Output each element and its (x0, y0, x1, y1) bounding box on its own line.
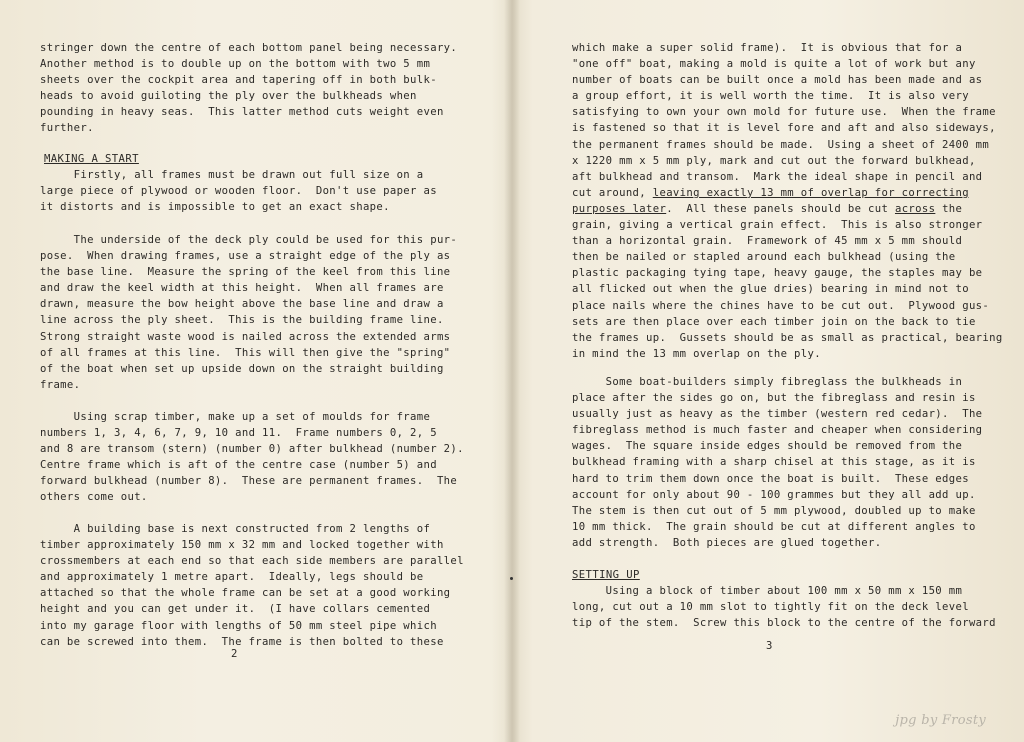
underlined-overlap-line-1: leaving exactly 13 mm of overlap for correcting (652, 186, 969, 199)
right-paragraph-3: Using a block of timber about 100 mm x 50 mm x 150 mm long, cut out a 10 mm slot to tightly fit on the deck level tip of the stem. Screw this block to the centre of the forward (572, 585, 996, 630)
print-speck (510, 577, 513, 580)
right-paragraph-1 (572, 40, 1003, 362)
heading-setting-up: SETTING UP (572, 569, 640, 581)
left-page-number: 2 (231, 648, 238, 660)
right-paragraph-1-part-b: . All these panels should be cut (666, 202, 895, 215)
right-paragraph-2: Some boat-builders simply fibreglass the bulkheads in place after the sides go on, but the fibreglass and resin is usually just as heavy as the timber (western red cedar). The fibreglass method is much faster and cheaper when considering wages. The square inside edges should be removed from the bulkhead framing with a sharp chisel at this stage, as it is hard to trim them down once the boat is built. These edges account for only about 90 - 100 grammes but they all add up. The stem is then cut out of 5 mm plywood, doubled up to make 10 mm thick. The grain should be cut at different angles to add strength. Both pieces are glued together. (572, 376, 983, 549)
right-page (512, 0, 1024, 742)
left-paragraph-5: A building base is next constructed from 2 lengths of timber approximately 150 mm x 32 mm and locked together with crossmembers at each end so that each side members are parallel and approximately 1 metre apart. Ideally, legs should be attached so that the whole frame can be set at a good working height and you can get under it. (I have collars cemented into my garage floor with lengths of 50 mm steel pipe which can be screwed into them. The frame is then bolted to these (40, 523, 464, 648)
left-paragraph-1: stringer down the centre of each bottom panel being necessary. Another method is to double up on the bottom with two 5 mm sheets over the cockpit area and tapering off in both bulk- heads to avoid guiloting the ply over the bulkheads when pounding in heavy seas. This latter method cuts weight even further. (40, 42, 458, 135)
left-paragraph-4: Using scrap timber, make up a set of moulds for frame numbers 1, 3, 4, 6, 7, 9, 10 and 11. Frame numbers 0, 2, 5 and 8 are transom (stern) (number 0) after bulkhead (number 2). Centre frame which is aft of the centre case (number 5) and forward bulkhead (number 8). These are permanent frames. The others come out. (40, 411, 464, 504)
heading-making-a-start: MAKING A START (44, 153, 139, 165)
left-paragraph-3: The underside of the deck ply could be used for this pur- pose. When drawing frames, use a straight edge of the ply as the base line. Measure the spring of the keel from this line and draw the keel width at this height. When all frames are drawn, measure the bow height above the base line and draw a line across the ply sheet. This is the building frame line. Strong straight waste wood is nailed across the extended arms of all frames at this line. This will then give the "spring" of the boat when set up upside down on the straight building frame. (40, 234, 458, 391)
underlined-overlap-line-2: purposes later (572, 202, 667, 215)
right-paragraph-1-part-c: the grain, giving a vertical grain effect. This is also stronger than a horizontal grain. Framework of 45 mm x 5 mm should then be nailed or stapled around each bulkhead (using the plastic packaging tying tape, heavy gauge, the staples may be all flicked out when the glue dries) bearing in mind not to place nails where the chines have to be cut out. Plywood gus- sets are then place over each timber join on the back to tie the frames up. Gussets should be as small as practical, bearing in mind the 13 mm overlap on the ply. (572, 202, 1003, 360)
right-page-number: 3 (766, 640, 773, 652)
left-paragraph-2: Firstly, all frames must be drawn out full size on a large piece of plywood or wooden floor. Don't use paper as it distorts and is impossible to get an exact shape. (40, 169, 437, 214)
watermark-text: jpg by Frosty (895, 713, 986, 728)
underlined-across: across (894, 202, 936, 215)
right-paragraph-1-part-a: which make a super solid frame). It is obvious that for a "one off" boat, making a mold is quite a lot of work but any number of boats can be built once a mold has been made and as a group effort, it is well worth the time. It is also very satisfying to own your own mold for future use. When the frame is fastened so that it is level fore and aft and also sideways, the permanent frames should be made. Using a sheet of 2400 mm x 1220 mm x 5 mm ply, mark and cut out the forward bulkhead, aft bulkhead and transom. Mark the ideal shape in pencil and cut around, (572, 42, 996, 199)
